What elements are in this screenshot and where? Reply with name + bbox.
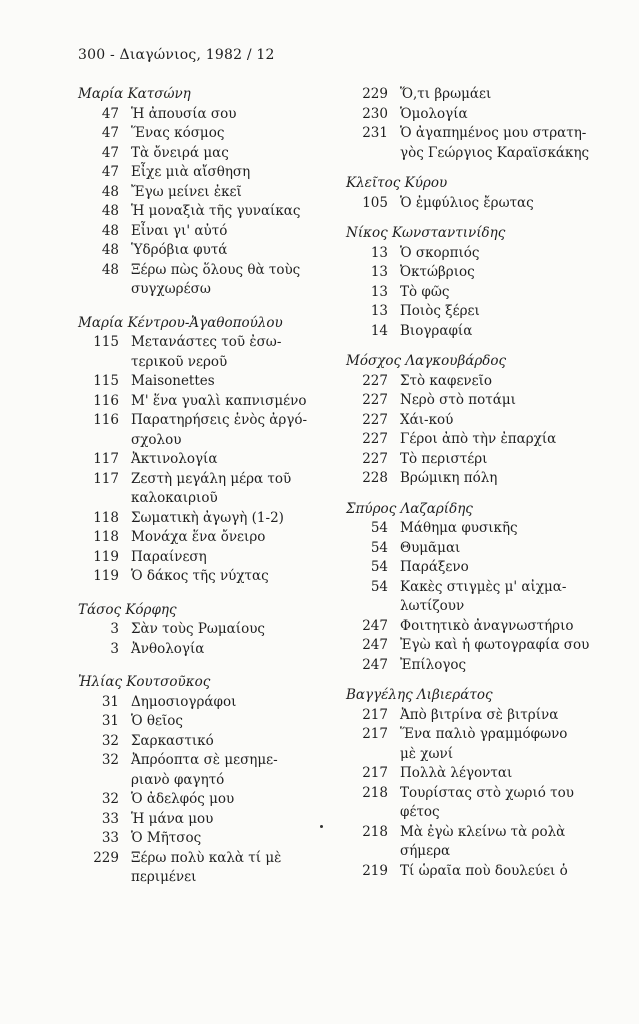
poem-title <box>119 693 340 713</box>
poem-title-line: Εἶχε μιὰ αἴσθηση <box>131 164 251 180</box>
poem-entry <box>78 790 340 810</box>
poem-title <box>388 539 616 559</box>
poem-entry <box>346 244 616 264</box>
poem-entry <box>78 829 340 849</box>
poem-entry <box>78 183 340 203</box>
poem-title <box>388 322 616 342</box>
poem-entry <box>78 528 340 548</box>
poem-entry <box>346 372 616 392</box>
poem-title-line: Ἐπίλογος <box>400 656 467 673</box>
page-number: 105 <box>362 194 388 211</box>
author-section <box>346 352 616 489</box>
author-name: Κλεῖτος Κύρου <box>346 175 448 191</box>
poem-title-line: Ἀπρόοπτα σὲ μεσημε- <box>131 752 278 768</box>
page-number: 217 <box>362 726 388 742</box>
page-number: 32 <box>101 752 119 768</box>
page-number: 32 <box>101 791 119 807</box>
poem-title-line: Ὁ θεῖος <box>131 713 183 729</box>
author-name: Μαρία Κατσώνη <box>78 86 191 102</box>
poem-title-line: Σωματικὴ ἀγωγὴ (1-2) <box>131 509 284 526</box>
poem-entry <box>78 509 340 529</box>
page-number: 47 <box>101 164 119 180</box>
page-number: 227 <box>362 431 388 447</box>
page-number: 229 <box>362 86 388 102</box>
poem-entry <box>78 105 340 125</box>
poem-title <box>119 261 340 300</box>
poem-title-line: Ὁ Μῆτσος <box>131 830 202 846</box>
poem-title-line: Μ' ἕνα γυαλὶ καπνισμένο <box>131 392 307 409</box>
poem-title <box>119 105 340 125</box>
page-number: 48 <box>101 203 119 219</box>
page-number: 217 <box>362 765 388 781</box>
poem-title <box>388 519 616 539</box>
poem-title-line: Τὸ φῶς <box>400 283 450 300</box>
poem-entry <box>346 411 616 431</box>
poem-title-line: Ξέρω πολὺ καλὰ τί μὲ <box>131 849 282 866</box>
poem-title <box>119 732 340 752</box>
poem-title-line: μὲ χωνί <box>400 745 453 762</box>
poem-title-line: Ξέρω πὼς ὅλους θὰ τοὺς <box>131 261 301 278</box>
author-name: Τάσος Κόρφης <box>78 601 177 618</box>
poem-title <box>119 620 340 640</box>
poem-title-line: Ἡ μάνα μου <box>131 810 214 827</box>
poem-title <box>119 712 340 732</box>
poem-title-line: Ἕνας κόσμος <box>131 125 225 141</box>
page-number: 119 <box>93 568 119 584</box>
poem-entry <box>78 392 340 412</box>
poem-title-line: Ἡ μοναξιὰ τῆς γυναίκας <box>131 203 301 219</box>
poem-title <box>119 790 340 810</box>
poem-title <box>388 105 616 125</box>
poem-entry <box>78 261 340 300</box>
page-number: 229 <box>93 849 119 866</box>
poem-title-line: Τουρίστας στὸ χωριό του <box>400 784 574 801</box>
poem-title-line: Ὀκτώβριος <box>400 264 475 280</box>
poem-entry <box>78 202 340 222</box>
poem-entry <box>346 85 616 105</box>
poem-title-line: Ζεστὴ μεγάλη μέρα τοῦ <box>131 470 292 487</box>
poem-entry <box>346 725 616 764</box>
author-section <box>78 673 340 888</box>
poem-title-line: σήμερα <box>400 843 451 859</box>
page-number: 31 <box>101 713 119 729</box>
poem-title-line: Θυμᾶμαι <box>400 539 461 556</box>
poem-title-line: Ἀνθολογία <box>131 640 205 657</box>
poem-entry <box>78 450 340 470</box>
poem-title <box>119 528 340 548</box>
poem-title-line: Μονάχα ἕνα ὄνειρο <box>131 529 266 545</box>
poem-title-line: Στὸ καφενεῖο <box>400 372 493 389</box>
poem-title <box>119 411 340 450</box>
poem-entry <box>78 849 340 888</box>
poem-title <box>119 548 340 568</box>
page-number: 48 <box>101 183 119 200</box>
page-number: 230 <box>362 105 388 122</box>
poem-entry <box>346 656 616 676</box>
left-column <box>78 85 340 902</box>
page-number: 32 <box>101 732 119 749</box>
poem-title-line: Maisonettes <box>131 373 215 389</box>
poem-entry <box>78 222 340 242</box>
page-number: 115 <box>93 373 119 389</box>
poem-title <box>119 392 340 412</box>
poem-title-line: Μάθημα φυσικῆς <box>400 520 518 536</box>
page-number: 228 <box>362 470 388 486</box>
poem-title-line: Γέροι ἀπὸ τὴν ἐπαρχία <box>400 431 557 447</box>
page-number: 48 <box>101 261 119 278</box>
poem-title-line: Νερὸ στὸ ποτάμι <box>400 392 516 408</box>
poem-title <box>388 194 616 214</box>
page-number: 54 <box>370 539 388 556</box>
author-section <box>78 601 340 660</box>
page-number: 247 <box>362 656 388 673</box>
page-number: 116 <box>93 412 119 428</box>
author-name: Μόσχος Λαγκουβάρδος <box>346 353 507 369</box>
poem-title <box>388 636 616 656</box>
poem-title-line: Ὅ,τι βρωμάει <box>400 86 492 102</box>
poem-title <box>388 124 616 163</box>
poem-entry <box>78 567 340 587</box>
page-number: 116 <box>93 392 119 409</box>
poem-title <box>388 450 616 470</box>
page-number: 217 <box>362 706 388 723</box>
right-column <box>346 85 616 892</box>
poem-entry <box>78 712 340 732</box>
page-number: 33 <box>101 810 119 827</box>
poem-title-line: Δημοσιογράφοι <box>131 693 237 710</box>
poem-title-line: Ἀπὸ βιτρίνα σὲ βιτρίνα <box>400 706 559 723</box>
poem-entry <box>346 617 616 637</box>
poem-title-line: Ὁ δάκος τῆς νύχτας <box>131 568 269 584</box>
page-number: 115 <box>93 334 119 350</box>
poem-title-line: Μὰ ἐγὼ κλείνω τὰ ρολὰ <box>400 823 566 840</box>
poem-title-line: Ἔγω μείνει ἐκεῖ <box>131 183 242 200</box>
page-number: 47 <box>101 144 119 161</box>
poem-title-line: γὸς Γεώργιος Καραϊσκάκης <box>400 144 590 161</box>
poem-entry <box>78 124 340 144</box>
poem-entry <box>346 391 616 411</box>
poem-entry <box>78 810 340 830</box>
page-number: 54 <box>370 559 388 575</box>
poem-entry <box>346 105 616 125</box>
page-number: 231 <box>362 125 388 141</box>
poem-title <box>119 202 340 222</box>
poem-title <box>119 829 340 849</box>
poem-title-line: Τὰ ὄνειρά μας <box>131 144 229 161</box>
poem-entry <box>346 764 616 784</box>
page-number: 13 <box>370 303 388 319</box>
poem-title <box>119 450 340 470</box>
poem-title <box>388 578 616 617</box>
poem-title-line: Ὁμολογία <box>400 105 468 122</box>
poem-title-line: Παραίνεση <box>131 548 207 565</box>
poem-entry <box>78 620 340 640</box>
page-number: 227 <box>362 411 388 428</box>
page-number: 13 <box>370 264 388 280</box>
poem-title-line: Ἡ ἀπουσία σου <box>131 105 237 122</box>
poem-entry <box>346 784 616 823</box>
poem-entry <box>346 558 616 578</box>
poem-title <box>388 372 616 392</box>
author-section <box>78 314 340 587</box>
author-name: Νίκος Κωνσταντινίδης <box>346 225 506 241</box>
poem-entry <box>78 693 340 713</box>
poem-title <box>119 509 340 529</box>
poem-title <box>388 244 616 264</box>
poem-title <box>119 849 340 888</box>
page-number: 3 <box>110 621 119 637</box>
poem-title <box>119 222 340 242</box>
poem-entry <box>346 539 616 559</box>
poem-title-line: Ὁ ἀγαπημένος μου στρατη- <box>400 125 587 141</box>
poem-title <box>388 283 616 303</box>
poem-title-line: Εἶναι γι' αὐτό <box>131 222 228 239</box>
poem-title-line: Κακὲς στιγμὲς μ' αἰχμα- <box>400 578 567 595</box>
poem-title <box>388 656 616 676</box>
poem-entry <box>346 706 616 726</box>
poem-title-line: Τὸ περιστέρι <box>400 450 488 467</box>
poem-title <box>388 764 616 784</box>
poem-title-line: Ἕνα παλιὸ γραμμόφωνο <box>400 726 568 742</box>
poem-title-line: Ὁ σκορπιός <box>400 244 480 261</box>
author-section <box>346 174 616 213</box>
poem-title <box>119 567 340 587</box>
poem-entry <box>346 302 616 322</box>
poem-title <box>119 810 340 830</box>
page-number: 47 <box>101 105 119 122</box>
poem-title <box>388 430 616 450</box>
page-number: 227 <box>362 450 388 467</box>
poem-entry <box>78 732 340 752</box>
author-section <box>346 224 616 341</box>
page-number: 117 <box>93 451 119 467</box>
poem-title <box>388 558 616 578</box>
poem-title-line: Χάι-κού <box>400 411 454 428</box>
poem-title-line: Τί ὡραῖα ποὺ δουλεύει ὁ <box>400 862 568 879</box>
poem-title-line: περιμένει <box>131 869 197 885</box>
poem-title-line: συγχωρέσω <box>131 281 211 297</box>
poem-entry <box>78 241 340 261</box>
author-section <box>346 686 616 881</box>
author-name: Σπύρος Λαζαρίδης <box>346 500 473 517</box>
poem-title <box>119 470 340 509</box>
poem-entry <box>78 144 340 164</box>
poem-title-line: Βρώμικη πόλη <box>400 470 498 486</box>
poem-entry <box>78 372 340 392</box>
poem-title-line: Ἐγὼ καὶ ἡ φωτογραφία σου <box>400 637 590 653</box>
poem-title-line: Ὑδρόβια φυτά <box>131 242 228 258</box>
page-number: 31 <box>101 693 119 710</box>
poem-entry <box>346 283 616 303</box>
poem-entry <box>78 333 340 372</box>
poem-title-line: φέτος <box>400 804 440 820</box>
poem-title <box>388 302 616 322</box>
poem-entry <box>346 322 616 342</box>
poem-title <box>388 725 616 764</box>
poem-title-line: τερικοῦ νεροῦ <box>131 353 228 370</box>
poem-title <box>119 163 340 183</box>
poem-title <box>388 469 616 489</box>
poem-title <box>388 862 616 882</box>
poem-title-line: καλοκαιριοῦ <box>131 490 218 506</box>
poem-title <box>119 183 340 203</box>
poem-entry <box>346 636 616 656</box>
page-number: 14 <box>370 322 388 339</box>
poem-entry <box>78 548 340 568</box>
poem-title-line: Πολλὰ λέγονται <box>400 765 513 781</box>
poem-entry <box>78 751 340 790</box>
page-header: 300 - Διαγώνιος, 1982 / 12 <box>78 47 275 63</box>
print-speck <box>320 825 323 828</box>
poem-title <box>388 823 616 862</box>
poem-title-line: Σαρκαστικό <box>131 732 214 749</box>
page-number: 219 <box>362 862 388 879</box>
poem-entry <box>346 194 616 214</box>
author-name: Ἠλίας Κουτσοῦκος <box>78 674 211 690</box>
page-number: 218 <box>362 784 388 801</box>
page-number: 118 <box>93 509 119 526</box>
poem-title <box>119 144 340 164</box>
poem-entry <box>78 640 340 660</box>
poem-title-line: λωτίζουν <box>400 598 465 614</box>
poem-title-line: Παρατηρήσεις ἑνὸς ἀργό- <box>131 412 308 428</box>
poem-title-line: Ἀκτινολογία <box>131 451 218 467</box>
poem-title <box>119 640 340 660</box>
author-name: Μαρία Κέντρου-Ἀγαθοπούλου <box>78 314 283 331</box>
poem-title-line: Ὁ ἀδελφός μου <box>131 791 235 807</box>
poem-title <box>119 372 340 392</box>
poem-entry <box>346 430 616 450</box>
poem-entry <box>78 163 340 183</box>
page-number: 3 <box>110 640 119 657</box>
poem-entry <box>346 263 616 283</box>
poem-title <box>388 85 616 105</box>
poem-entry <box>346 862 616 882</box>
poem-entry <box>346 578 616 617</box>
poem-title-line: Φοιτητικὸ ἀναγνωστήριο <box>400 617 574 634</box>
poem-title <box>388 411 616 431</box>
page-number: 227 <box>362 392 388 408</box>
page-number: 48 <box>101 222 119 239</box>
author-section <box>346 500 616 676</box>
poem-title <box>119 751 340 790</box>
page-number: 227 <box>362 372 388 389</box>
poem-title-line: ριανὸ φαγητό <box>131 771 225 788</box>
page-number: 119 <box>93 548 119 565</box>
poem-title <box>388 617 616 637</box>
poem-title-line: Παράξενο <box>400 559 469 575</box>
poem-entry <box>346 450 616 470</box>
poem-title <box>119 241 340 261</box>
page-number: 13 <box>370 283 388 300</box>
author-section <box>346 85 616 163</box>
page-number: 218 <box>362 823 388 840</box>
poem-entry <box>346 124 616 163</box>
page-number: 48 <box>101 242 119 258</box>
poem-entry <box>346 469 616 489</box>
poem-title <box>119 124 340 144</box>
poem-title-line: Σὰν τοὺς Ρωμαίους <box>131 621 265 637</box>
author-section <box>78 85 340 300</box>
poem-title <box>388 784 616 823</box>
poem-title <box>388 706 616 726</box>
page-number: 54 <box>370 578 388 595</box>
page-number: 118 <box>93 529 119 545</box>
poem-entry <box>78 470 340 509</box>
poem-title-line: Μετανάστες τοῦ ἐσω- <box>131 334 282 350</box>
page-number: 54 <box>370 520 388 536</box>
poem-title-line: Βιογραφία <box>400 322 473 339</box>
poem-entry <box>346 519 616 539</box>
page-number: 247 <box>362 617 388 634</box>
author-name: Βαγγέλης Λιβιεράτος <box>346 687 493 703</box>
page-number: 47 <box>101 125 119 141</box>
poem-title <box>388 263 616 283</box>
poem-entry <box>78 411 340 450</box>
page-number: 13 <box>370 244 388 261</box>
poem-title-line: σχολου <box>131 431 182 448</box>
poem-title <box>388 391 616 411</box>
poem-entry <box>346 823 616 862</box>
poem-title-line: Ποιὸς ξέρει <box>400 303 480 319</box>
page-number: 117 <box>93 470 119 487</box>
page-number: 33 <box>101 830 119 846</box>
poem-title <box>119 333 340 372</box>
poem-title-line: Ὁ ἐμφύλιος ἔρωτας <box>400 194 534 211</box>
page-number: 247 <box>362 637 388 653</box>
